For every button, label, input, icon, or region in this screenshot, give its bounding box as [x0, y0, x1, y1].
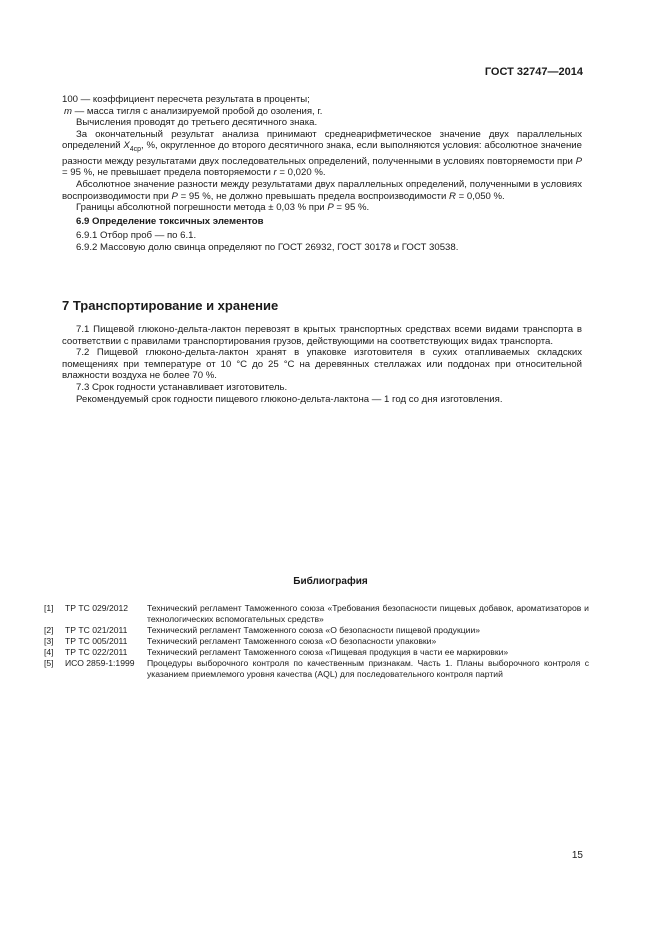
bibliography-entry [44, 603, 589, 625]
entry-title: Процедуры выборочного контроля по качественным признакам. Часть 1. Планы выборочного контроля с указанием приемлемого уровня качества (AQL) для последовательного контроля партий [147, 658, 589, 679]
entry-title: Технический регламент Таможенного союза «Требования безопасности пищевых добавок, ароматизаторов и технологических вспомогательных средств» [147, 603, 589, 624]
clause-6-9-1: 6.9.1 Отбор проб — по 6.1. [76, 230, 197, 242]
final-result-paragraph: За окончательный результат анализа принимают среднеарифметическое значение двух параллельных определений $X_{4ср}$, %, округленное до второго десятичного знака, если выполняются условия: абсолютное значение разности между результатами двух последовательных определений, полученными в условиях повторяемости при P = 95 %, не превышает предела повторяемости r = 0,020 %. [62, 128, 582, 179]
entry-code: ТР ТС 029/2012 [65, 603, 129, 613]
bibliography-title: Библиография [293, 576, 368, 587]
subsection-heading-6-9: 6.9 Определение токсичных элементов [76, 215, 264, 227]
section-7-body [62, 324, 582, 405]
standard-header: ГОСТ 32747—2014 [484, 66, 583, 78]
entry-code: ИСО 2859-1:1999 [65, 658, 135, 668]
entry-number: [4] [44, 647, 54, 657]
bibliography-entry [44, 636, 589, 647]
page-number: 15 [571, 850, 583, 861]
bibliography-entry [44, 658, 589, 680]
entry-title: Технический регламент Таможенного союза «О безопасности упаковки» [147, 636, 437, 646]
calc-precision: Вычисления проводят до третьего десятичного знака. [76, 117, 318, 129]
entry-number: [3] [44, 636, 54, 646]
clause-7-3: 7.3 Срок годности устанавливает изготовитель. [76, 381, 288, 393]
entry-code: ТР ТС 005/2011 [65, 636, 128, 646]
entry-number: [2] [44, 625, 54, 635]
entry-title: Технический регламент Таможенного союза «Пищевая продукция в части ее маркировки» [147, 647, 509, 657]
calculation-text-block [62, 94, 582, 254]
section-7-heading: 7 Транспортирование и хранение [62, 298, 279, 313]
entry-number: [1] [44, 603, 54, 613]
legend-m: m — масса тигля с анализируемой пробой до озоления, г. [64, 105, 323, 117]
error-bounds: Границы абсолютной погрешности метода ± 0,03 % при P = 95 %. [76, 202, 370, 214]
bibliography-entry [44, 625, 589, 636]
legend-100: 100 — коэффициент пересчета результата в проценты; [62, 94, 310, 105]
reproducibility-paragraph: Абсолютное значение разности между результатами двух параллельных определений, полученными в условиях воспроизводимости при P = 95 %, не должно превышать предела воспроизводимости R = 0,050 %. [62, 179, 582, 202]
clause-6-9-2: 6.9.2 Массовую долю свинца определяют по ГОСТ 26932, ГОСТ 30178 и ГОСТ 30538. [76, 242, 459, 254]
entry-code: ТР ТС 022/2011 [65, 647, 128, 657]
entry-number: [5] [44, 658, 54, 668]
bibliography-entry [44, 647, 589, 658]
clause-7-1: 7.1 Пищевой глюконо-дельта-лактон перевозят в крытых транспортных средствах всеми видами транспорта в соответствии с правилами транспортирования грузов, действующими на соответствующих видах транспорта. [62, 324, 582, 347]
entry-title: Технический регламент Таможенного союза «О безопасности пищевой продукции» [147, 625, 481, 635]
entry-code: ТР ТС 021/2011 [65, 625, 128, 635]
shelf-life-recommendation: Рекомендуемый срок годности пищевого глюконо-дельта-лактона — 1 год со дня изготовления. [76, 393, 503, 405]
bibliography-list [44, 603, 589, 680]
clause-7-2: 7.2 Пищевой глюконо-дельта-лактон хранят в упаковке изготовителя в сухих отапливаемых складских помещениях при температуре от 10 °С до 25 °С на деревянных стеллажах или поддонах при относительной влажности воздуха не более 70 %. [62, 347, 582, 382]
